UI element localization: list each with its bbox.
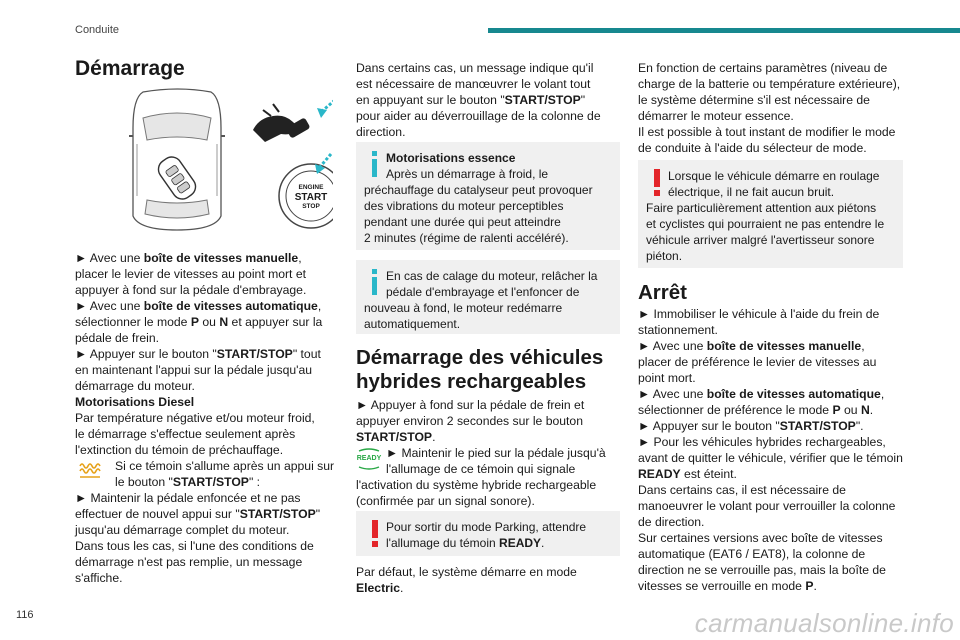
section-title-demarrage: Démarrage (75, 57, 185, 80)
arret-text: ► Immobiliser le véhicule à l'aide du frein de stationnement. ► Avec une boîte de vitesses manuelle, placer de préférence le levier de vitesses au point mort. ► Avec une boîte de vitesses automatique, sélectionner de préférence le mode P ou N. ► Appuyer sur le bouton "START/STOP". ► Pour les véhicules hybrides rechargeables, avant de quitter le véhicule, vérifier que le témoin READY est éteint. Dans certains cas, il est nécessaire de manoeuvrer le volant pour verrouiller la colonne de direction. Sur certaines versions avec boîte de vitesses automatique (EAT6 / EAT8), la colonne de direction ne se verrouille pas, mais la boîte de vitesses se verrouille en mode P. (638, 307, 903, 593)
warning-box-parking: Pour sortir du mode Parking, attendre l'allumage du témoin READY. (356, 511, 620, 556)
warning-icon (366, 520, 384, 548)
hybrid-start-text: ► Appuyer à fond sur la pédale de frein et appuyer environ 2 secondes sur le bouton START/STOP. READY ► Maintenir le pied sur la pédale jusqu'à l'allumage de ce témoin qui signale l'activation du système hybride rechargeable (confirmée par un signal sonore). (356, 398, 606, 508)
info-icon (366, 269, 384, 297)
warning-box-silent: Lorsque le véhicule démarre en roulage électrique, il ne fait aucun bruit. Faire particulièrement attention aux piétons et cyclistes qui pourraient ne pas entendre le véhicule arriver malgré l'avertisseur sonore piéton. (638, 160, 903, 268)
info-box-calage: En cas de calage du moteur, relâcher la pédale d'embrayage et l'enfoncer de nouveau à fond, le moteur redémarre automatiquement. (356, 260, 620, 334)
start-figure (103, 88, 333, 233)
info-icon (366, 151, 384, 179)
section-title-hybrides: Démarrage des véhicules hybrides rechargeables (356, 346, 604, 393)
mode-text: En fonction de certains paramètres (niveau de charge de la batterie ou température extérieure), le système détermine s'il est nécessaire de démarrer le moteur essence. Il est possible à tout instant de modifier le mode de conduite à l'aide du sélecteur de mode. (638, 61, 901, 155)
subtitle-diesel: Motorisations Diesel (75, 395, 195, 409)
warning-icon (648, 169, 666, 197)
header-accent-bar (488, 28, 960, 33)
default-mode-text: Par défaut, le système démarre en mode Electric. (356, 565, 577, 595)
watermark: carmanualsonline.info (694, 608, 954, 638)
info-box-essence: Motorisations essence Après un démarrage à froid, le préchauffage du catalyseur peut provoquer des vibrations du moteur perceptibles pendant une durée qui peut atteindre 2 minutes (régime de ralenti accéléré). (356, 142, 620, 250)
press-arrow-icon (317, 100, 333, 118)
ready-indicator-icon: READY (356, 447, 382, 471)
foot-pedal-icon (253, 104, 311, 142)
steering-lock-text: Dans certains cas, un message indique qu'il est nécessaire de manœuvrer le volant tout en appuyant sur le bouton "START/STOP" pour aider au déverrouillage de la colonne de direction. (356, 61, 601, 139)
demarrage-text: ► Avec une boîte de vitesses manuelle, placer le levier de vitesses au point mort et appuyer à fond sur la pédale d'embrayage. ► Avec une boîte de vitesses automatique, sélectionner le mode P ou N et appuyer sur la pédale de frein. ► Appuyer sur le bouton "START/STOP" tout en maintenant l'appui sur la pédale jusqu'au démarrage du moteur. Motorisations Diesel Par température négative et/ou moteur froid, le démarrage s'effectue seulement après l'extinction du témoin de préchauffage. Si ce témoin s'allume après un appui sur le bouton "START/STOP" : ► Maintenir la pédale enfoncée et ne pas effectuer de nouvel appui sur "START/STOP" jusqu'au démarrage complet du moteur. Dans tous les cas, si l'une des conditions de démarrage n'est pas remplie, un message s'affiche. (75, 251, 335, 585)
section-title-arret: Arrêt (638, 281, 687, 304)
page-number: 116 (16, 609, 34, 621)
preheat-warning-icon (77, 460, 103, 480)
running-header: Conduite (75, 24, 120, 36)
start-stop-button-label: ENGINE START STOP (294, 184, 328, 210)
